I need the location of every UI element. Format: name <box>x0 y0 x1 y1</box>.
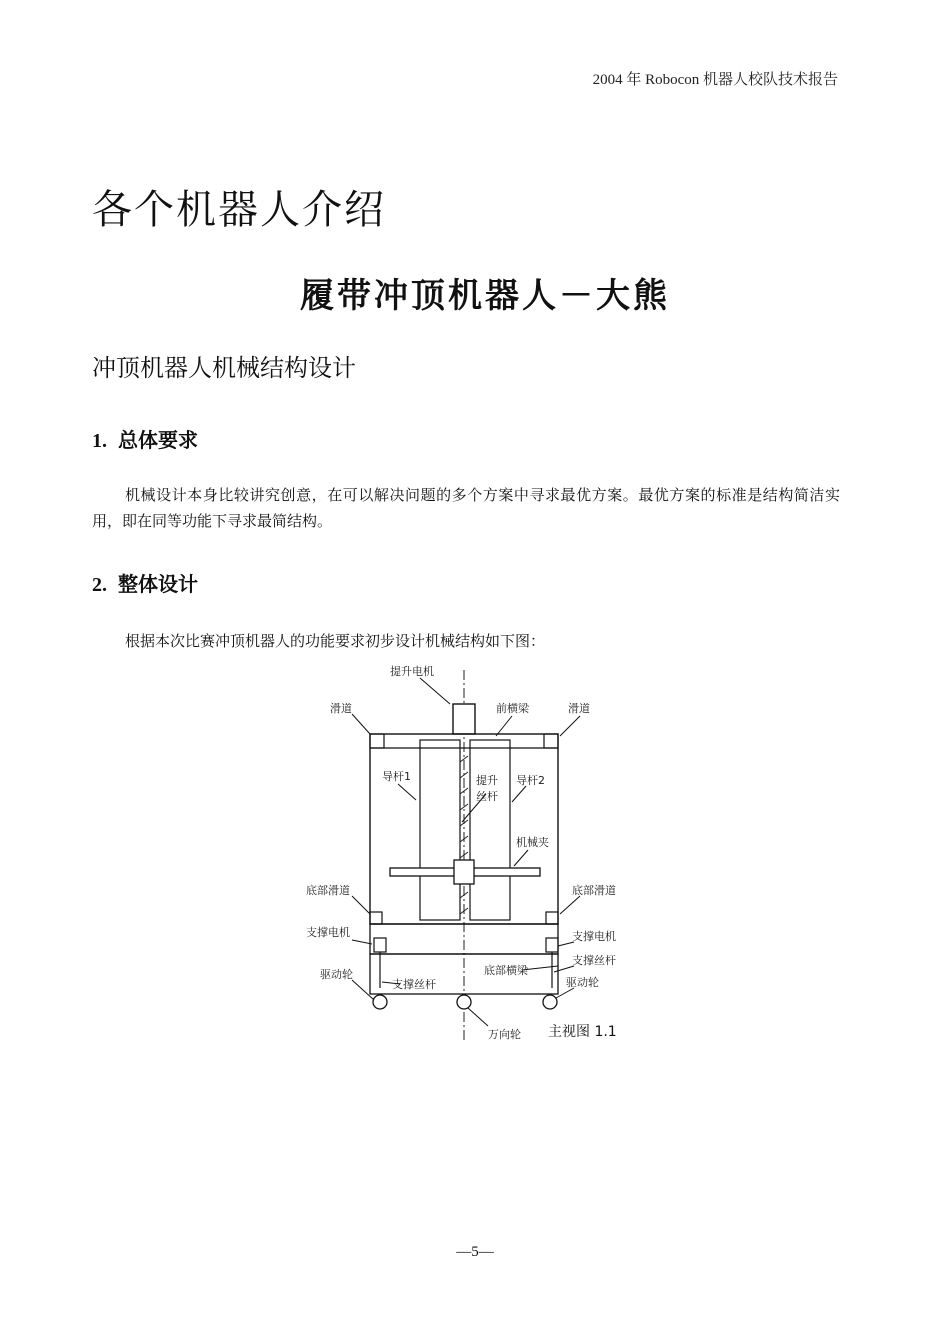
label-lift-screw-2: 丝杆 <box>476 790 498 803</box>
paragraph-design-intro: 根据本次比赛冲顶机器人的功能要求初步设计机械结构如下图： <box>125 632 546 650</box>
label-guide-rod-1: 导杆1 <box>382 770 411 783</box>
guide-rod-1-shape <box>420 740 460 920</box>
label-front-beam: 前横梁 <box>496 702 529 715</box>
section-title: 冲顶机器人机械结构设计 <box>92 354 356 382</box>
running-header: 2004 年 Robocon 机器人校队技术报告 <box>592 72 838 88</box>
label-lift-screw-1: 提升 <box>476 774 498 787</box>
robot-title: 履带冲顶机器人－大熊 <box>300 276 670 316</box>
paragraph-requirements: 机械设计本身比较讲究创意，在可以解决问题的多个方案中寻求最优方案。最优方案的标准是结构简洁实用，即在同等功能下寻求最简结构。 <box>92 486 840 530</box>
label-support-motor-right: 支撑电机 <box>572 930 616 943</box>
slide-block-right <box>544 734 558 748</box>
subsection-number: 2. <box>92 574 107 596</box>
label-drive-wheel-right: 驱动轮 <box>566 976 599 989</box>
label-slide-right: 滑道 <box>568 702 590 715</box>
chapter-title: 各个机器人介绍 <box>92 187 386 233</box>
subsection-heading-2 <box>92 568 198 597</box>
figure-caption: 主视图 1.1 <box>548 1024 617 1040</box>
support-motor-left-shape <box>374 938 386 952</box>
front-view-diagram <box>290 662 642 1042</box>
slide-block-left <box>370 734 384 748</box>
subsection-heading-1 <box>92 424 198 453</box>
label-lift-motor: 提升电机 <box>390 665 434 678</box>
label-support-screw-left: 支撑丝杆 <box>392 978 436 991</box>
drive-wheel-left-shape <box>373 995 387 1009</box>
mechanism-drawing <box>290 662 642 1042</box>
label-steering-wheel: 万向轮 <box>488 1028 521 1041</box>
steering-wheel-shape <box>457 995 471 1009</box>
label-gripper: 机械夹 <box>516 836 549 849</box>
label-drive-wheel-left: 驱动轮 <box>320 968 353 981</box>
subsection-title: 整体设计 <box>117 572 198 596</box>
label-bottom-slide-left: 底部滑道 <box>306 884 350 897</box>
bottom-slide-block-right <box>546 912 558 924</box>
lift-motor-shape <box>453 704 475 734</box>
subsection-number: 1. <box>92 430 107 452</box>
guide-rod-2-shape <box>470 740 510 920</box>
label-guide-rod-2: 导杆2 <box>516 774 545 787</box>
subsection-title: 总体要求 <box>117 428 198 452</box>
support-motor-right-shape <box>546 938 558 952</box>
label-slide-left: 滑道 <box>330 702 352 715</box>
drive-wheel-right-shape <box>543 995 557 1009</box>
label-support-screw-right: 支撑丝杆 <box>572 954 616 967</box>
gripper-nut-shape <box>454 860 474 884</box>
label-support-motor-left: 支撑电机 <box>306 926 350 939</box>
page-number: —5— <box>456 1244 494 1260</box>
bottom-slide-block-left <box>370 912 382 924</box>
label-bottom-beam: 底部横梁 <box>484 964 528 977</box>
label-bottom-slide-right: 底部滑道 <box>572 884 616 897</box>
